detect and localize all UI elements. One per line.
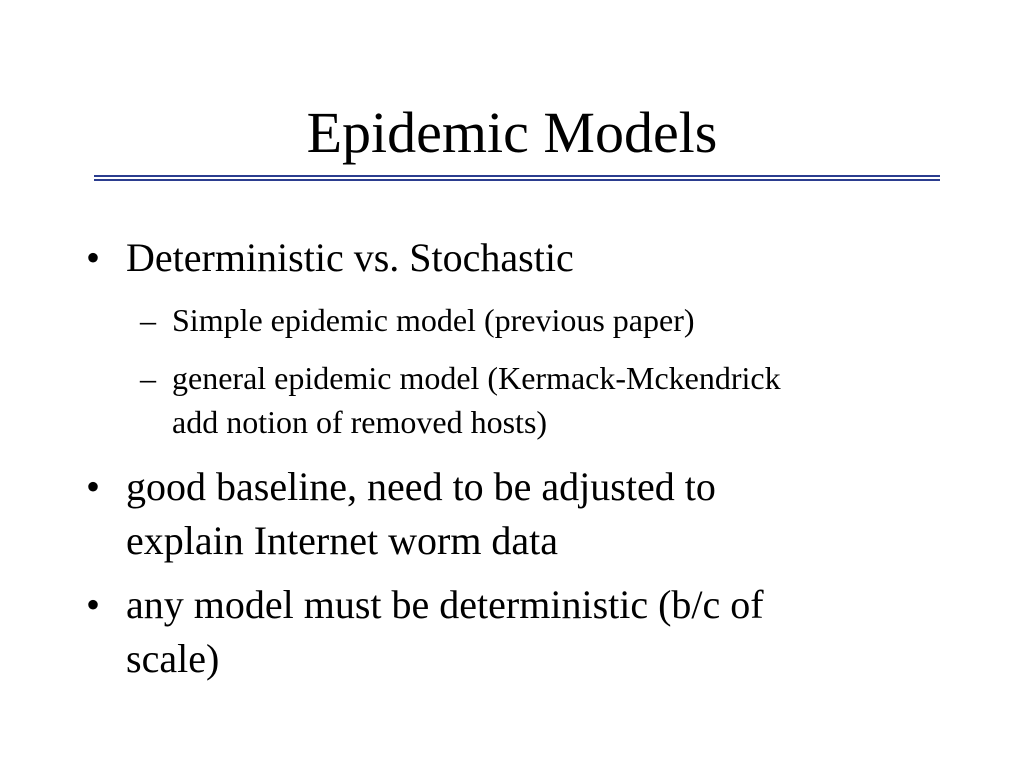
bullet-marker: • bbox=[86, 464, 101, 509]
bullet-text-line: scale) bbox=[126, 636, 220, 681]
sub-bullet-item bbox=[172, 356, 781, 444]
sub-bullet-marker: – bbox=[140, 360, 156, 396]
sub-bullet-text-line: add notion of removed hosts) bbox=[172, 404, 548, 440]
title-underline bbox=[94, 175, 940, 181]
bullet-text-line: any model must be deterministic (b/c of bbox=[126, 582, 764, 627]
slide-title: Epidemic Models bbox=[306, 100, 718, 165]
bullet-item bbox=[126, 231, 574, 285]
bullet-text-line: good baseline, need to be adjusted to bbox=[126, 464, 716, 509]
bullet-item bbox=[126, 578, 764, 686]
sub-bullet-text-line: general epidemic model (Kermack-Mckendrick bbox=[172, 360, 781, 396]
bullet-text: Deterministic vs. Stochastic bbox=[126, 235, 574, 280]
sub-bullet-text: Simple epidemic model (previous paper) bbox=[172, 302, 695, 338]
bullet-item bbox=[126, 460, 716, 568]
bullet-marker: • bbox=[86, 582, 101, 627]
bullet-marker: • bbox=[86, 235, 101, 280]
sub-bullet-item bbox=[172, 298, 695, 342]
bullet-text-line: explain Internet worm data bbox=[126, 518, 559, 563]
underline-top bbox=[94, 175, 940, 177]
underline-bottom bbox=[94, 179, 940, 181]
sub-bullet-marker: – bbox=[140, 302, 156, 338]
